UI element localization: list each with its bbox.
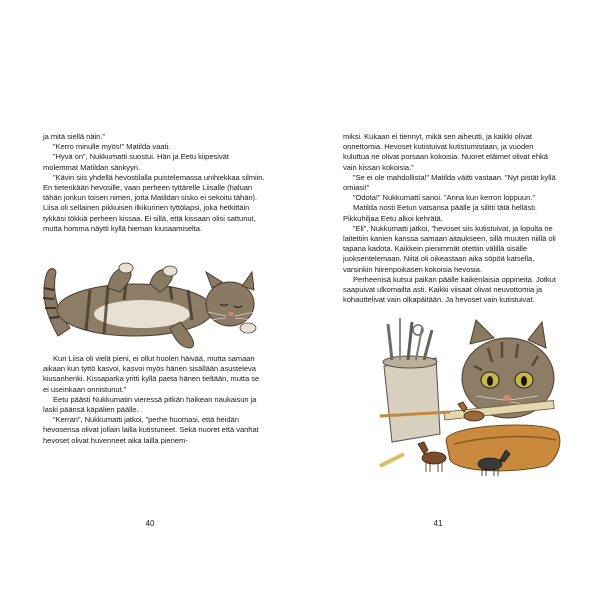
paragraph: ”Hyvä on”, Nukkumatti suostui. Hän ja Eetu kiipesivät molemmat Matildan sänkyyn. [43,152,229,172]
sleeping-cat-illustration [30,258,260,350]
left-text-bottom [43,354,265,446]
paragraph: Eetu päästi Nukkumatin vieressä pitkän haikean naukaisun ja laski päänsä käpälien päälle. [43,394,257,415]
paragraph: ”Se ei ole mahdollista!” Matilda väitti vastaan. ”Nyt pistät kyllä omiasi!” [343,172,556,193]
paragraph: miksi. Kukaan ei tiennyt, mikä sen aiheutti, ja kaikki olivat onnettomia. Hevoset kutistuivat kutistumistaan, ja vuoden kuluttua ne olivat porsaan kokoisia. Nuoret eläimet olivat ehkä vain kissan kokoisia.” [343,132,548,172]
page-number: 41 [433,519,443,528]
left-text-top [43,132,265,234]
paragraph: Perheenisä kutsui paikan päälle kaikenlaisia oppineita. Jotkut saapuivat ulkomailta asti. Kaikki viisaat olivat neuvottomia ja kohauttelivat vain olkapäitään. Ja hevoset vain kutistuivat. [343,274,556,305]
paragraph: ”Kerro minulle myös!” Matilda vaati. [53,142,171,152]
page-number: 40 [145,519,155,528]
paragraph: ”Kävin siis yhdellä hevostilalla puistelemassa unihiekkaa silmiin. En tietenkään hevosille, vaan perheen tyttärelle Liisalle (haluan tähän jonkun toisen nimen, jotta Matildan sisko ei sekoitu tähän). Liisa oli sellainen pikkuisen ilkikurinen tyttölapsi, joka hetkittäin tykkäsi tökkiä perheen kissaa. Ei sillä, että kissaan olisi sattunut, mutta homma näytti kyllä hieman kiusaamiselta. [43,172,265,233]
paragraph: ”Odota!” Nukkumatti sanoi. ”Anna kun kerron loppuun.” [353,193,535,203]
paragraph: ja mitä siellä näin.” [43,132,105,141]
paragraph: Matilda nosti Eetun vatsansa päälle ja silitti tätä hellästi. Pikkuhiljaa Eetu alkoi kehrätä. [343,203,537,223]
paragraph: ”Eli”, Nukkumatti jatkoi, ”hevoset siis kutistuivat, ja lopulta ne laitettiin kanien kanssa samaan aitaukseen, sillä muuten niillä oli tapana kadota. Kaikkein pienimmät otettiin välillä sisälle juoksentelemaan. Niitä oli oikeastaan aika söpöä katsella, varsinkin hiirenpoikasen kokoisia hevosia. [343,223,556,274]
right-page [300,0,600,600]
cat-pencil-cup-illustration [378,316,574,476]
paragraph: Kun Liisa oli vielä pieni, ei ollut huolen häivää, mutta samaan aikaan kun tyttö kasvoi, kasvoi myös hänen sisällään asusteleva kiusanhenki. Kissaparka yritti kyllä paeta hänen tieltään, mutta se ei useinkaan onnistunut.” [43,354,260,394]
paragraph: ”Kerran”, Nukkumatti jatkoi, ”perhe huomasi, että heidän hevosensa olivat jollain lailla kutistuneet. Sekä nuoret että vanhat hevoset olivat huvenneet aika lailla pienem- [43,415,259,445]
right-text [343,132,561,305]
